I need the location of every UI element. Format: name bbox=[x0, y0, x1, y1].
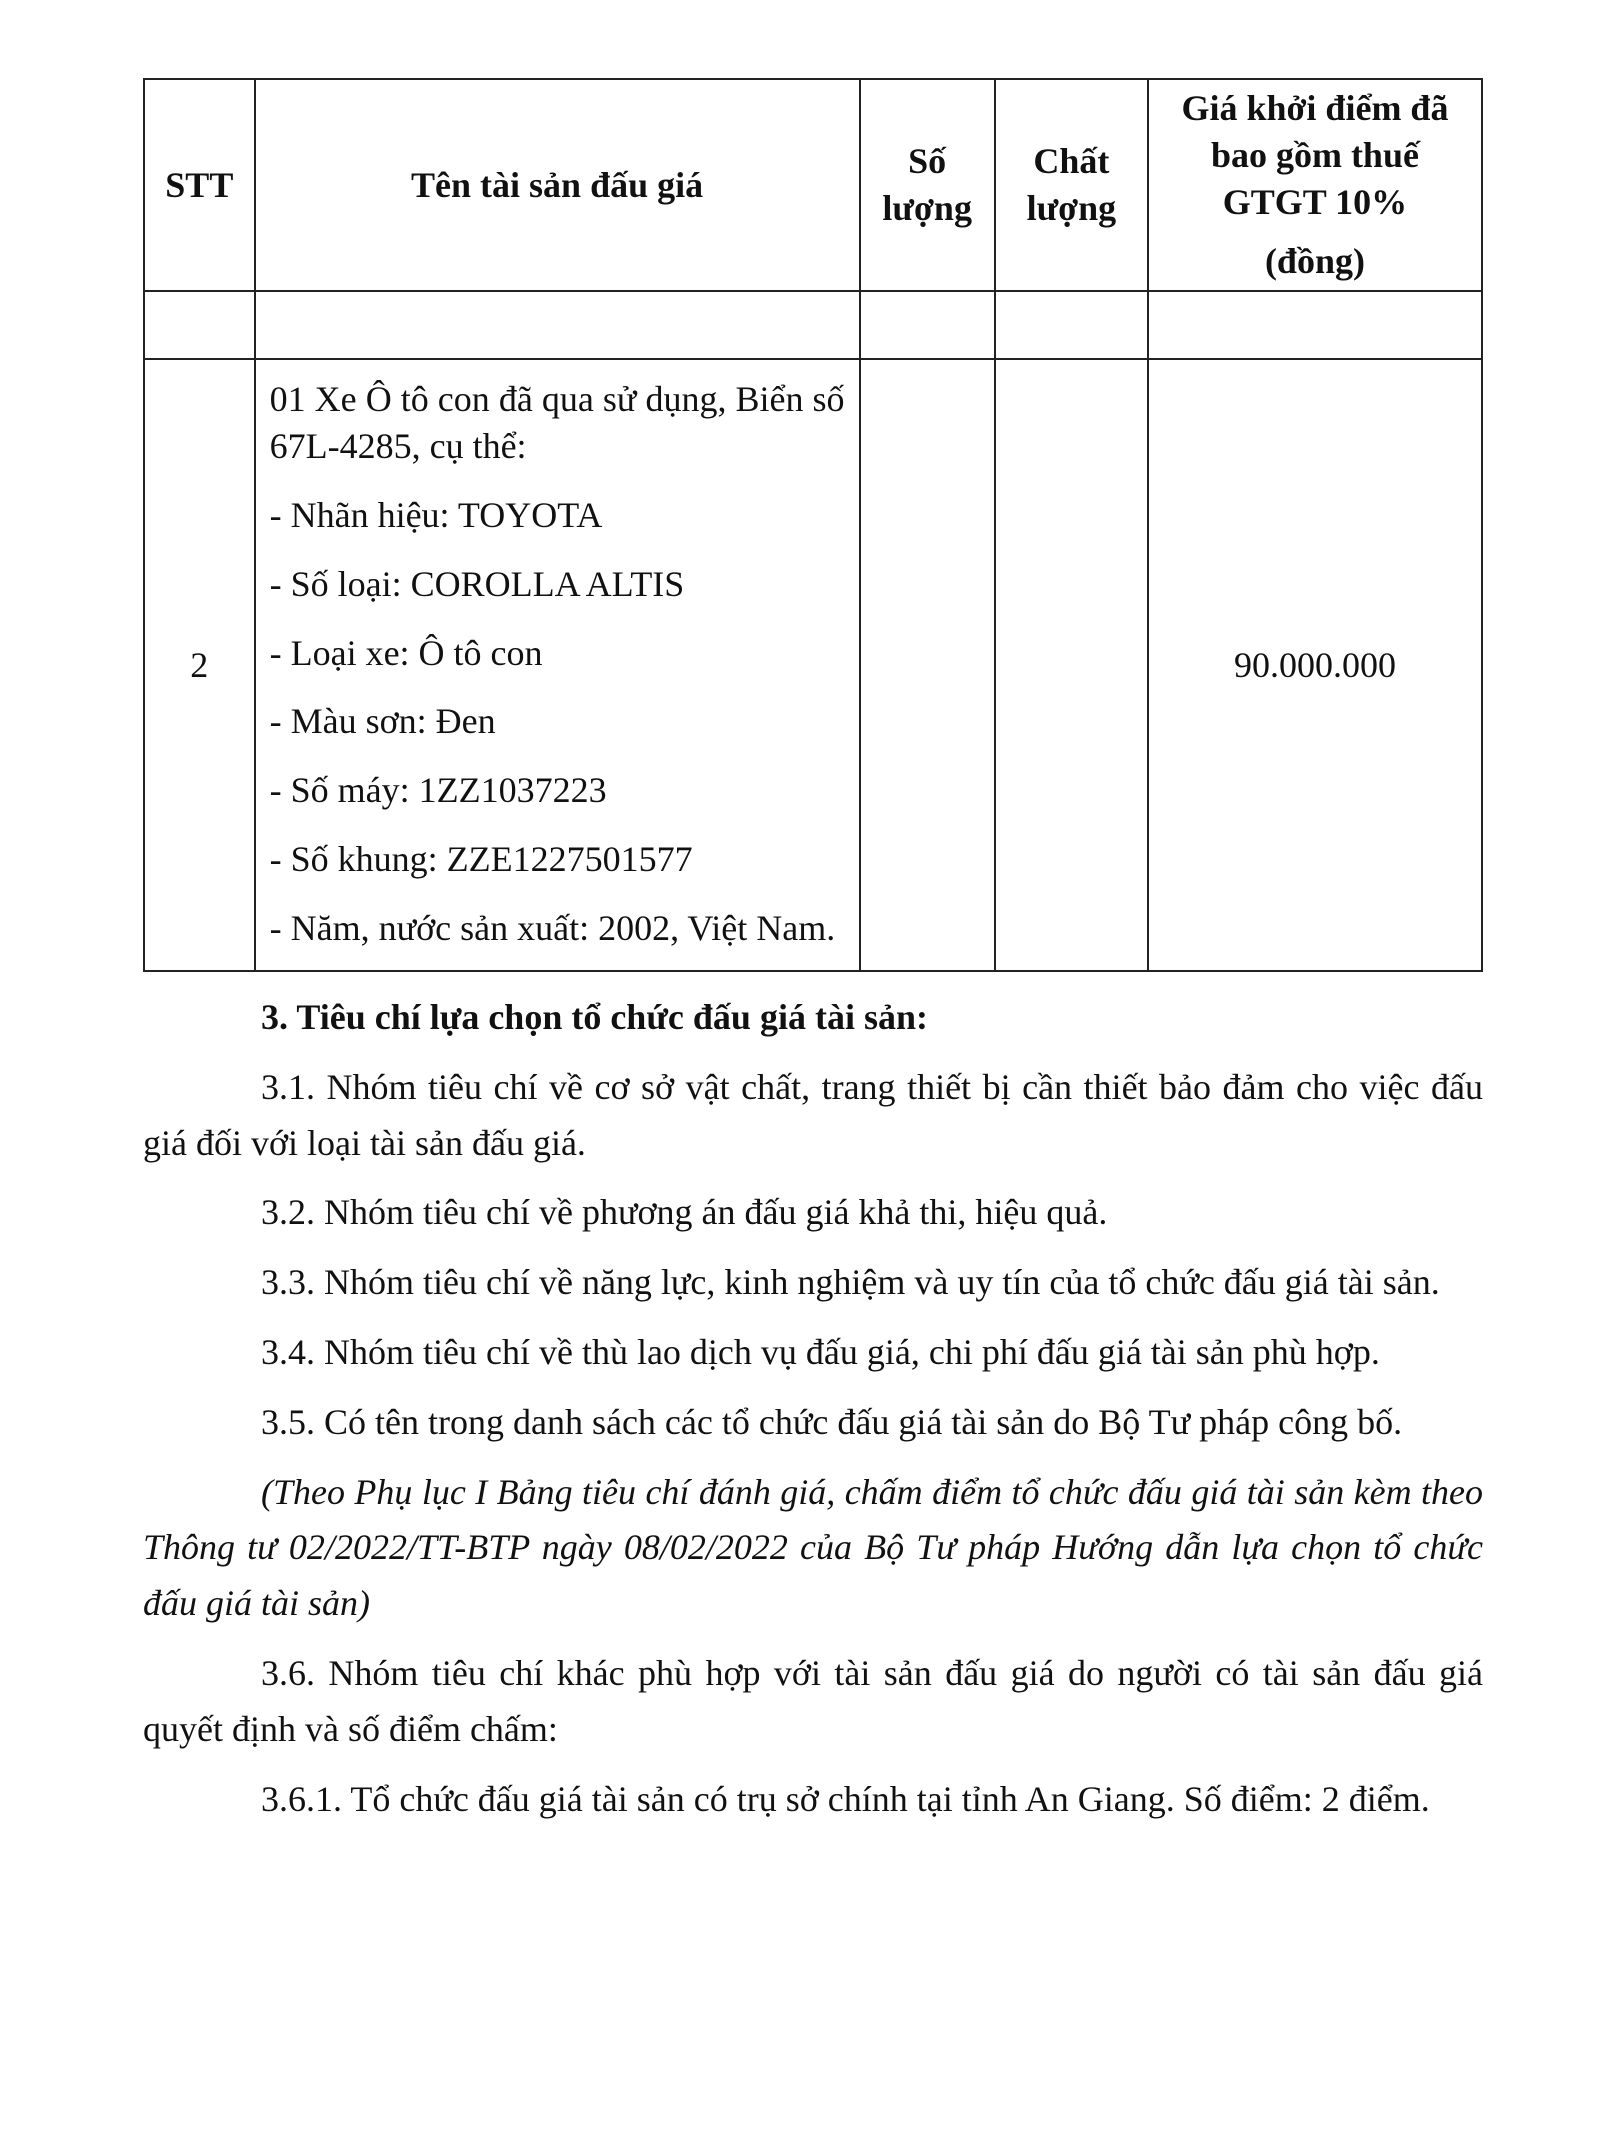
blank-cell bbox=[144, 291, 255, 359]
criteria-3-6-1: 3.6.1. Tổ chức đấu giá tài sản có trụ sở chính tại tỉnh An Giang. Số điểm: 2 điểm. bbox=[261, 1778, 1430, 1819]
criteria-3-5: 3.5. Có tên trong danh sách các tổ chức đấu giá tài sản do Bộ Tư pháp công bố. bbox=[261, 1401, 1403, 1442]
asset-spec-model: - Số loại: COROLLA ALTIS bbox=[269, 563, 685, 604]
blank-cell bbox=[995, 291, 1148, 359]
asset-table bbox=[143, 78, 1483, 972]
criteria-section bbox=[143, 990, 1483, 1827]
criteria-3-4: 3.4. Nhóm tiêu chí về thù lao dịch vụ đấu giá, chi phí đấu giá tài sản phù hợp. bbox=[261, 1331, 1380, 1372]
table-blank-row bbox=[144, 291, 1482, 359]
asset-spec-chassis: - Số khung: ZZE1227501577 bbox=[269, 838, 693, 879]
header-price-label: Giá khởi điểm đã bao gồm thuế GTGT 10% bbox=[1181, 88, 1449, 222]
blank-cell bbox=[255, 291, 860, 359]
criteria-3-1: 3.1. Nhóm tiêu chí về cơ sở vật chất, trang thiết bị cần thiết bảo đảm cho việc đấu giá đối với loại tài sản đấu giá. bbox=[143, 1066, 1483, 1163]
asset-spec-brand: - Nhãn hiệu: TOYOTA bbox=[269, 495, 603, 535]
asset-spec-year-origin: - Năm, nước sản xuất: 2002, Việt Nam. bbox=[269, 907, 836, 948]
header-price-unit: (đồng) bbox=[1264, 240, 1365, 281]
criteria-3-6: 3.6. Nhóm tiêu chí khác phù hợp với tài sản đấu giá do người có tài sản đấu giá quyết định và số điểm chấm: bbox=[143, 1652, 1483, 1749]
row-quality bbox=[995, 359, 1148, 971]
header-quality: Chất lượng bbox=[995, 79, 1148, 291]
criteria-3-3: 3.3. Nhóm tiêu chí về năng lực, kinh nghiệm và uy tín của tổ chức đấu giá tài sản. bbox=[261, 1262, 1440, 1303]
row-starting-price: 90.000.000 bbox=[1148, 359, 1482, 971]
asset-intro: 01 Xe Ô tô con đã qua sử dụng, Biển số 67L-4285, cụ thể: bbox=[269, 379, 845, 467]
table-header-row bbox=[144, 79, 1482, 291]
header-starting-price bbox=[1148, 79, 1482, 291]
legal-reference-note: (Theo Phụ lục I Bảng tiêu chí đánh giá, chấm điểm tổ chức đấu giá tài sản kèm theo Thông tư 02/2022/TT-BTP ngày 08/02/2022 của Bộ Tư pháp Hướng dẫn lựa chọn tổ chức đấu giá tài sản) bbox=[143, 1471, 1483, 1624]
asset-spec-type: - Loại xe: Ô tô con bbox=[269, 632, 543, 673]
header-stt: STT bbox=[144, 79, 255, 291]
row-quantity bbox=[860, 359, 995, 971]
asset-spec-engine: - Số máy: 1ZZ1037223 bbox=[269, 770, 607, 811]
table-row bbox=[144, 359, 1482, 971]
header-quantity: Số lượng bbox=[860, 79, 995, 291]
row-stt: 2 bbox=[144, 359, 255, 971]
row-asset-description bbox=[255, 359, 860, 971]
blank-cell bbox=[860, 291, 995, 359]
section-heading: 3. Tiêu chí lựa chọn tổ chức đấu giá tài sản: bbox=[261, 997, 928, 1037]
blank-cell bbox=[1148, 291, 1482, 359]
criteria-3-2: 3.2. Nhóm tiêu chí về phương án đấu giá khả thi, hiệu quả. bbox=[261, 1192, 1108, 1233]
header-asset-name: Tên tài sản đấu giá bbox=[255, 79, 860, 291]
asset-spec-color: - Màu sơn: Đen bbox=[269, 701, 496, 742]
